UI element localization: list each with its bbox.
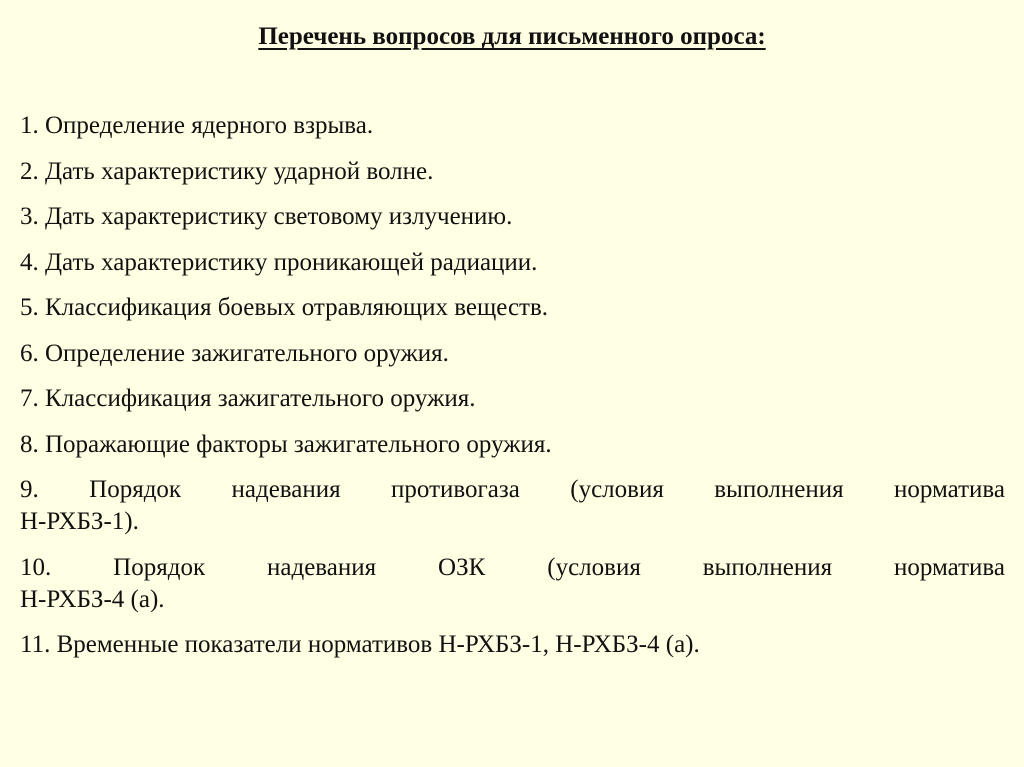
document-title: Перечень вопросов для письменного опроса: [258, 23, 766, 50]
question-item-3: 3. Дать характеристику световому излучению. [20, 203, 513, 230]
question-item-6: 6. Определение зажигательного оружия. [20, 339, 449, 367]
question-10-line-1: 10. Порядок надевания ОЗК (условия выполнения норматива [20, 553, 1005, 581]
question-item-2: 2. Дать характеристику ударной волне. [20, 157, 434, 185]
question-item-11: 11. Временные показатели нормативов Н-РХБЗ-1, Н-РХБЗ-4 (а). [20, 631, 700, 658]
question-9-line-1: 9. Порядок надевания противогаза (условия выполнения норматива [20, 476, 1005, 503]
question-9-line-2: Н-РХБЗ-1). [20, 508, 139, 535]
question-list [20, 110, 1005, 675]
question-item-4: 4. Дать характеристику проникающей радиации. [20, 248, 538, 276]
question-item-1: 1. Определение ядерного взрыва. [20, 112, 374, 139]
question-item-10 [20, 552, 1005, 616]
question-item-9 [20, 474, 1005, 538]
question-item-7: 7. Классификация зажигательного оружия. [20, 385, 476, 412]
question-item-8: 8. Поражающие факторы зажигательного оружия. [20, 430, 552, 458]
question-item-5: 5. Классификация боевых отравляющих веществ. [20, 294, 549, 321]
question-10-line-2: Н-РХБЗ-4 (а). [20, 585, 165, 613]
